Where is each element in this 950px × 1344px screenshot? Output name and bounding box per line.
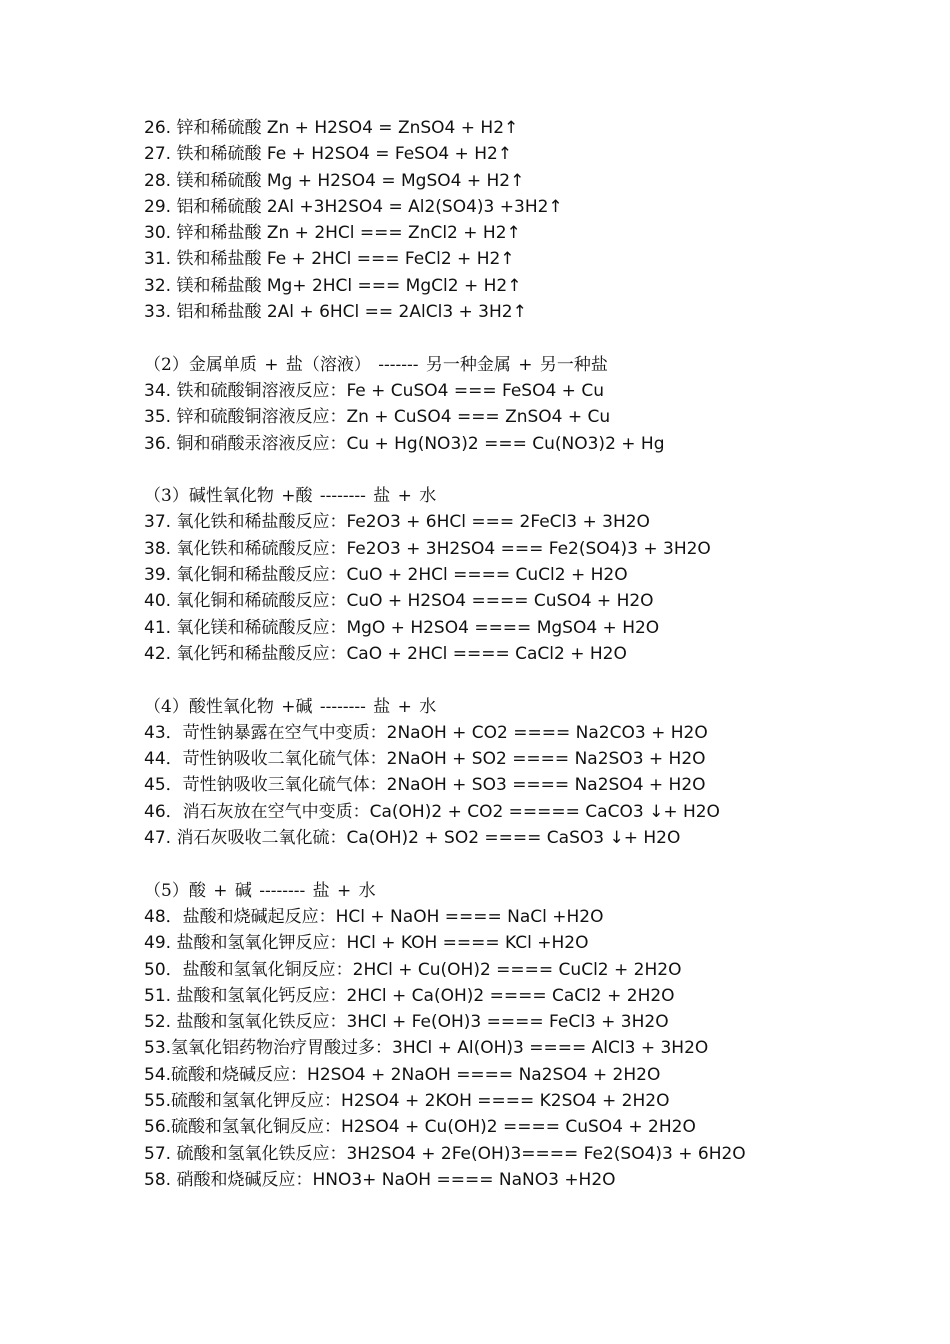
equation-line: 27. 铁和稀硫酸 Fe + H2SO4 = FeSO4 + H2↑ [144, 144, 513, 165]
equation-line: 39. 氧化铜和稀盐酸反应：CuO + 2HCl ==== CuCl2 + H2O [144, 565, 628, 586]
equation-line: 33. 铝和稀盐酸 2Al + 6HCl == 2AlCl3 + 3H2↑ [144, 302, 527, 323]
equation-line: 35. 锌和硫酸铜溶液反应：Zn + CuSO4 === ZnSO4 + Cu [144, 407, 611, 428]
equation-line: 48．盐酸和烧碱起反应：HCl + NaOH ==== NaCl +H2O [144, 906, 604, 927]
equation-line: 46．消石灰放在空气中变质：Ca(OH)2 + CO2 ===== CaCO3 ↓+ H2O [144, 801, 720, 822]
equation-line: 29. 铝和稀硫酸 2Al +3H2SO4 = Al2(SO4)3 +3H2↑ [144, 196, 563, 217]
equation-line: 28. 镁和稀硫酸 Mg + H2SO4 = MgSO4 + H2↑ [144, 170, 525, 191]
equation-line: 45．苛性钠吸收三氧化硫气体：2NaOH + SO3 ==== Na2SO4 + H2O [144, 775, 706, 796]
equation-line: 52. 盐酸和氢氧化铁反应：3HCl + Fe(OH)3 ==== FeCl3 + 3H2O [144, 1012, 669, 1033]
equation-line: 49. 盐酸和氢氧化钾反应：HCl + KOH ==== KCl +H2O [144, 933, 589, 954]
blank-line [144, 667, 924, 693]
equation-line: 41. 氧化镁和稀硫酸反应：MgO + H2SO4 ==== MgSO4 + H2O [144, 617, 660, 638]
equation-line: 54.硫酸和烧碱反应：H2SO4 + 2NaOH ==== Na2SO4 + 2H2O [144, 1064, 661, 1085]
equation-line: 47. 消石灰吸收二氧化硫：Ca(OH)2 + SO2 ==== CaSO3 ↓+ H2O [144, 828, 681, 849]
document-page [144, 115, 924, 1193]
equation-line: 57. 硫酸和氢氧化铁反应：3H2SO4 + 2Fe(OH)3==== Fe2(SO4)3 + 6H2O [144, 1143, 746, 1164]
equation-line: 36. 铜和硝酸汞溶液反应：Cu + Hg(NO3)2 === Cu(NO3)2 + Hg [144, 433, 665, 454]
equation-line: 40. 氧化铜和稀硫酸反应：CuO + H2SO4 ==== CuSO4 + H2O [144, 591, 654, 612]
blank-line [144, 325, 924, 351]
equation-line: 32. 镁和稀盐酸 Mg+ 2HCl === MgCl2 + H2↑ [144, 275, 522, 296]
equation-line: 30. 锌和稀盐酸 Zn + 2HCl === ZnCl2 + H2↑ [144, 223, 521, 244]
section-heading-2: （2）金属单质 + 盐（溶液） ------- 另一种金属 + 另一种盐 [144, 354, 608, 375]
equation-line: 42. 氧化钙和稀盐酸反应：CaO + 2HCl ==== CaCl2 + H2O [144, 643, 627, 664]
equation-line: 53.氢氧化铝药物治疗胃酸过多：3HCl + Al(OH)3 ==== AlCl3 + 3H2O [144, 1038, 709, 1059]
equation-line: 44．苛性钠吸收二氧化硫气体：2NaOH + SO2 ==== Na2SO3 + H2O [144, 749, 706, 770]
blank-line [144, 851, 924, 877]
equation-line: 55.硫酸和氢氧化钾反应：H2SO4 + 2KOH ==== K2SO4 + 2H2O [144, 1090, 670, 1111]
equation-line: 38. 氧化铁和稀硫酸反应：Fe2O3 + 3H2SO4 === Fe2(SO4)3 + 3H2O [144, 538, 711, 559]
equation-line: 31. 铁和稀盐酸 Fe + 2HCl === FeCl2 + H2↑ [144, 249, 515, 270]
equation-line: 26. 锌和稀硫酸 Zn + H2SO4 = ZnSO4 + H2↑ [144, 118, 519, 138]
equation-line: 37. 氧化铁和稀盐酸反应：Fe2O3 + 6HCl === 2FeCl3 + 3H2O [144, 512, 650, 533]
equation-line: 58. 硝酸和烧碱反应：HNO3+ NaOH ==== NaNO3 +H2O [144, 1169, 616, 1190]
section-heading-5: （5）酸 + 碱 -------- 盐 + 水 [144, 880, 376, 901]
equation-line: 56.硫酸和氢氧化铜反应：H2SO4 + Cu(OH)2 ==== CuSO4 + 2H2O [144, 1117, 696, 1138]
equation-line: 51. 盐酸和氢氧化钙反应：2HCl + Ca(OH)2 ==== CaCl2 + 2H2O [144, 985, 675, 1006]
section-heading-4: （4）酸性氧化物 +碱 -------- 盐 + 水 [144, 696, 437, 717]
section-heading-3: （3）碱性氧化物 +酸 -------- 盐 + 水 [144, 486, 437, 507]
equation-line: 34. 铁和硫酸铜溶液反应：Fe + CuSO4 === FeSO4 + Cu [144, 380, 604, 401]
equation-line: 50．盐酸和氢氧化铜反应：2HCl + Cu(OH)2 ==== CuCl2 + 2H2O [144, 959, 682, 980]
blank-line [144, 457, 924, 483]
equation-line: 43．苛性钠暴露在空气中变质：2NaOH + CO2 ==== Na2CO3 + H2O [144, 722, 708, 743]
